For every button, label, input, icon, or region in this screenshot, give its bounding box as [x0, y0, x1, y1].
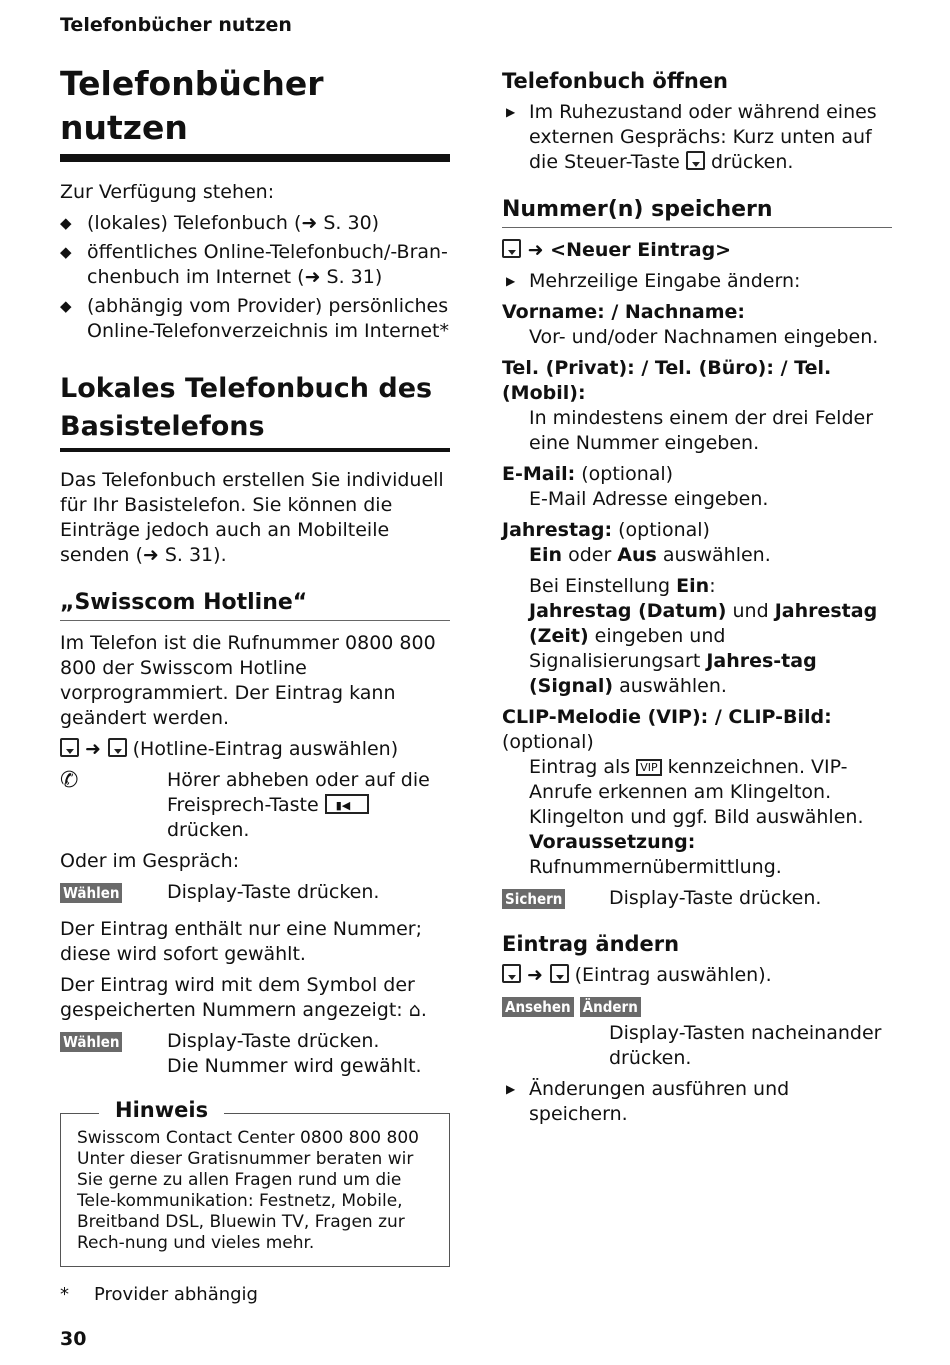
list-item: ◆ öffentliches Online-Telefonbuch/-Bran-chenbuch im Internet (➜ S. 31) — [60, 240, 450, 290]
section-title-open: Telefonbuch öffnen — [502, 69, 729, 93]
footnote-mark: * — [60, 1284, 69, 1305]
hint-box — [60, 1098, 450, 1267]
hotline-text: Im Telefon ist die Rufnummer 0800 800 800 der Swisscom Hotline vorprogrammiert. Der Eintrag kann geändert werden. — [60, 632, 436, 729]
apply-step: ▶ Änderungen ausführen und speichern. — [502, 1077, 892, 1127]
page-number: 30 — [60, 1328, 87, 1350]
arrow-right-icon: ➜ — [527, 964, 550, 986]
section-title-hotline: „Swisscom Hotline“ — [60, 588, 450, 621]
multiline-step: ▶ Mehrzeilige Eingabe ändern: — [502, 269, 892, 294]
hint-line: Unter dieser Gratisnummer beraten wir Sie gerne zu allen Fragen rund um die Tele-kommunikation: Festnetz, Mobile, Breitband DSL, Bluewin TV, Fragen zur Rech-nung und vieles mehr. — [77, 1149, 414, 1253]
section-title-save: Nummer(n) speichern — [502, 195, 892, 228]
display-key-text: Display-Taste drücken. — [609, 887, 822, 909]
running-header: Telefonbücher nutzen — [60, 14, 292, 36]
speaker-key-icon — [325, 794, 369, 814]
clip-text: Eintrag als VIP kennzeichnen. VIP-Anrufe erkennen am Klingelton. Klingelton und ggf. Bild auswählen. Voraussetzung: Rufnummernübermittlung. — [529, 756, 864, 878]
one-number-text: Der Eintrag enthält nur eine Nummer; diese wird sofort gewählt. — [60, 918, 422, 965]
nav-key-down-icon — [60, 738, 79, 757]
waehlen-row — [60, 880, 450, 905]
arrow-right-icon: ➜ — [527, 239, 551, 261]
nav-key-down-icon — [502, 239, 521, 258]
footnote — [60, 1284, 258, 1305]
list-item: ◆ (abhängig vom Provider) persönliches Online-Telefonverzeichnis im Internet* — [60, 294, 450, 344]
field-text: E-Mail Adresse eingeben. — [529, 488, 769, 510]
hotline-step — [60, 737, 450, 762]
section-title-edit: Eintrag ändern — [502, 932, 680, 956]
number-dialed-text: Die Nummer wird gewählt. — [167, 1055, 422, 1077]
field-label: CLIP-Melodie (VIP): / CLIP-Bild: (optional) — [502, 706, 832, 753]
display-key-text: Display-Taste drücken. — [167, 881, 380, 903]
or-in-call-text: Oder im Gespräch: — [60, 850, 240, 872]
local-phonebook-text: Das Telefonbuch erstellen Sie individuell für Ihr Basistelefon. Sie können die Einträge jedoch auch an Mobilteile senden (➜ S. 31). — [60, 469, 444, 566]
jahrestag-text: Ein oder Aus auswählen. — [529, 544, 771, 566]
symbol-text: Der Eintrag wird mit dem Symbol der gespeicherten Nummern angezeigt: ⌂. — [60, 974, 427, 1021]
display-key-text: Display-Taste drücken. — [167, 1030, 380, 1052]
hint-title: Hinweis — [99, 1098, 224, 1122]
edit-keys — [502, 994, 892, 1019]
waehlen-key: Wählen — [60, 1032, 122, 1052]
field-label: Vorname: / Nachname: — [502, 301, 746, 323]
intro-text: Zur Verfügung stehen: — [60, 181, 275, 203]
sichern-row — [502, 886, 892, 911]
field-label: Jahrestag: (optional) — [502, 519, 710, 541]
left-column — [60, 62, 450, 1267]
footnote-text: Provider abhängig — [94, 1284, 258, 1305]
new-entry-step — [502, 238, 892, 263]
waehlen-key: Wählen — [60, 883, 122, 903]
edit-step: ➜ (Eintrag auswählen). — [502, 963, 892, 988]
list-item: ◆ (lokales) Telefonbuch (➜ S. 30) — [60, 211, 450, 236]
arrow-right-icon: ➜ — [85, 738, 108, 760]
nav-key-down-icon — [686, 151, 705, 170]
aendern-key: Ändern — [580, 997, 641, 1017]
vip-icon: VIP — [636, 759, 661, 776]
field-text: In mindestens einem der drei Felder eine Nummer eingeben. — [529, 407, 874, 454]
open-step: ▶ Im Ruhezustand oder während eines externen Gesprächs: Kurz unten auf die Steuer-Taste drücken. — [502, 100, 892, 175]
waehlen-row-2 — [60, 1029, 450, 1079]
nav-key-down-icon — [550, 964, 569, 983]
section-title-local-phonebook: Lokales Telefonbuch des Basistelefons — [60, 370, 450, 452]
sichern-key: Sichern — [502, 889, 565, 909]
offhook-text-end: drücken. — [167, 819, 250, 841]
home-icon: ⌂ — [408, 999, 421, 1021]
page-title: Telefonbücher nutzen — [60, 62, 450, 162]
new-entry-label: <Neuer Eintrag> — [550, 239, 732, 261]
offhook-row — [60, 768, 450, 843]
ansehen-key: Ansehen — [502, 997, 574, 1017]
nav-key-down-icon — [502, 964, 521, 983]
field-label: E-Mail: (optional) — [502, 463, 674, 485]
hotline-step-text: (Hotline-Eintrag auswählen) — [132, 738, 399, 760]
field-label: Tel. (Privat): / Tel. (Büro): / Tel. (Mobil): — [502, 357, 832, 404]
hint-line: Swisscom Contact Center 0800 800 800 — [77, 1128, 419, 1148]
display-keys-text: Display-Tasten nacheinander drücken. — [609, 1022, 882, 1069]
right-column — [502, 66, 892, 1133]
field-text: Vor- und/oder Nachnamen eingeben. — [529, 326, 879, 348]
jahrestag-setting-text: Bei Einstellung Ein: Jahrestag (Datum) und Jahrestag (Zeit) eingeben und Signalisierungsart Jahres-tag (Signal) auswählen. — [529, 575, 878, 697]
handset-icon: ✆ — [60, 768, 79, 793]
nav-key-down-icon — [108, 738, 127, 757]
offhook-text: Hörer abheben oder auf die Freisprech-Taste — [167, 769, 430, 816]
